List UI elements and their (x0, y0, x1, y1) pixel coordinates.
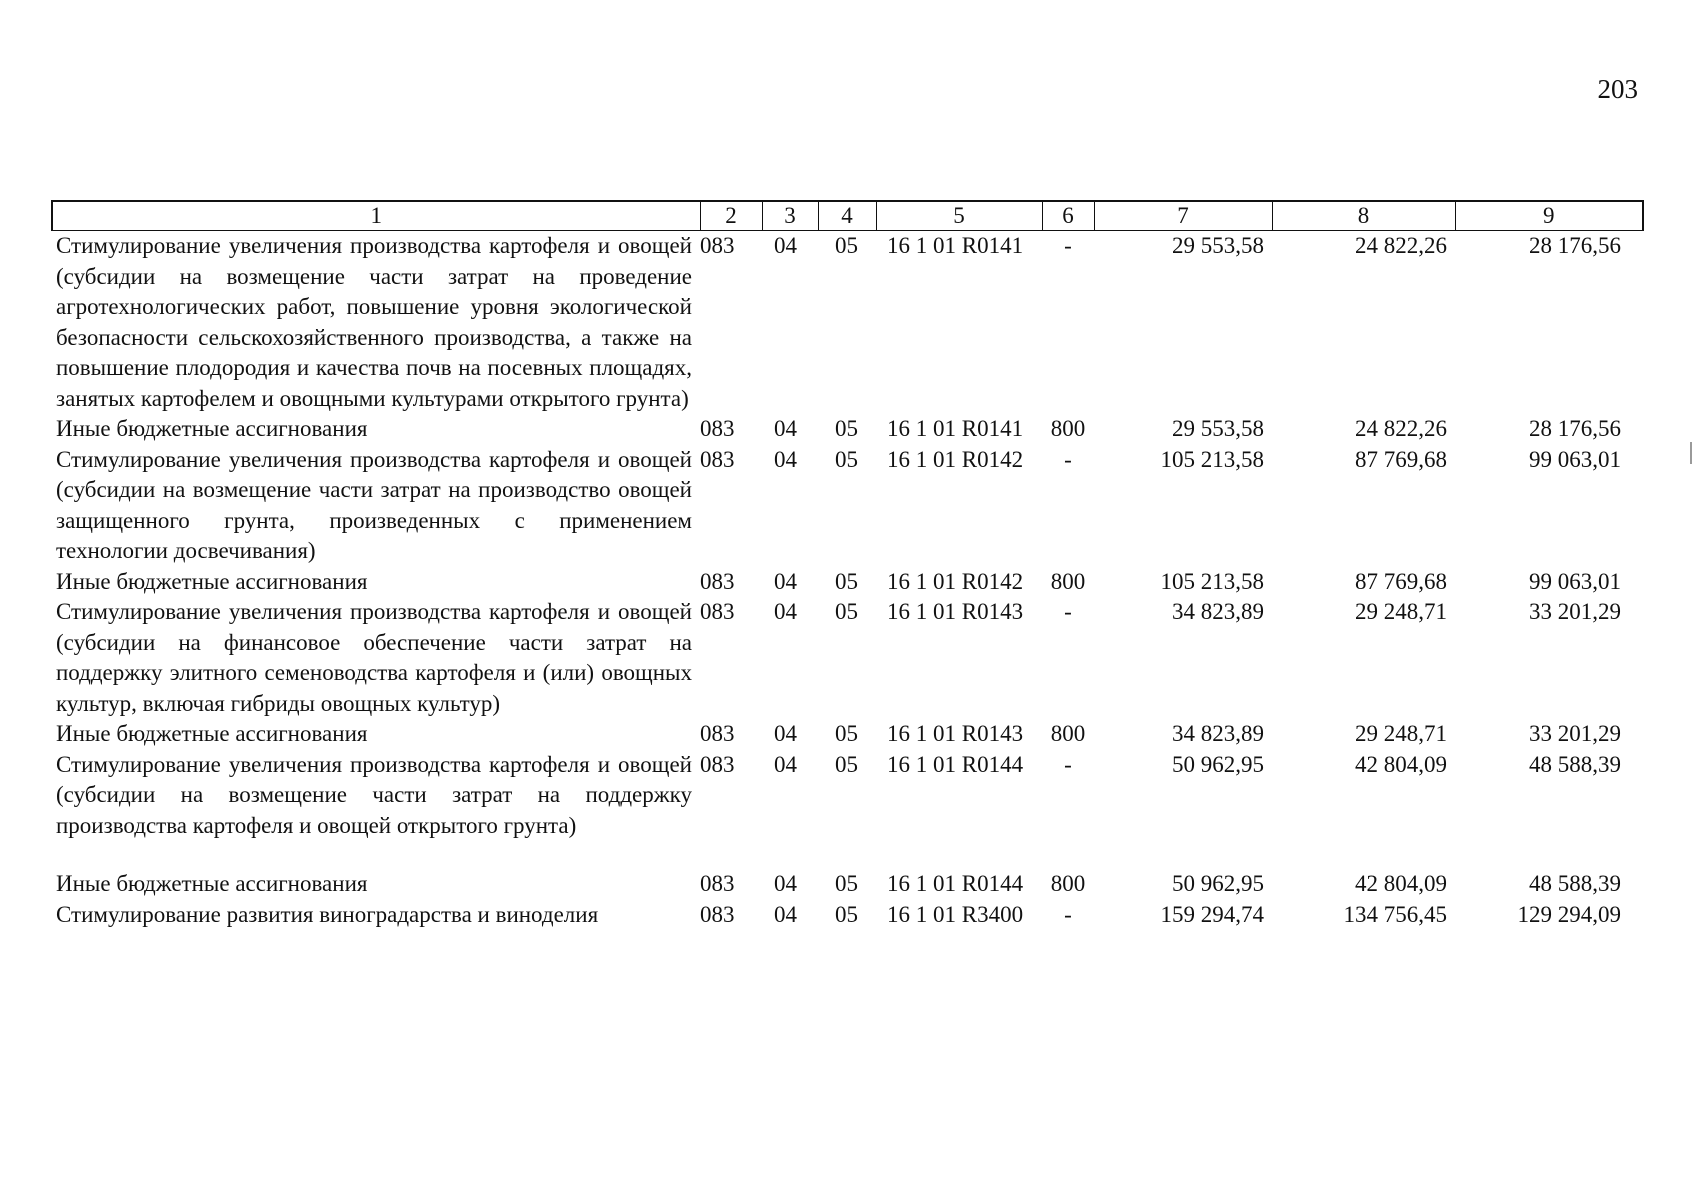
row-amount-col7: 29 553,58 (1172, 416, 1264, 441)
row-ministry-code: 083 (700, 568, 735, 594)
row-amount-col8: 87 769,68 (1355, 446, 1447, 472)
row-amount-col7: 50 962,95 (1172, 871, 1264, 896)
table-row (52, 869, 1643, 900)
table-row (52, 414, 1643, 445)
row-amount-col7: 105 213,58 (1160, 446, 1264, 472)
row-name: Стимулирование увеличения производства картофеля и овощей (субсидии на возмещение части затрат на производство овощей защищенного грунта, произведенных с применением технологии досвечивания) (56, 446, 692, 563)
budget-table (51, 200, 1644, 930)
row-section-code: 04 (774, 871, 797, 896)
table-row (52, 567, 1643, 598)
row-expense-type: - (1064, 751, 1072, 777)
row-expense-type: 800 (1050, 871, 1086, 896)
page-number: 203 (1597, 74, 1638, 104)
row-amount-col7: 34 823,89 (1172, 599, 1264, 624)
header-col-6: 6 (1042, 201, 1094, 231)
header-row (52, 201, 1643, 231)
row-amount-col9: 99 063,01 (1529, 568, 1621, 594)
row-amount-col8: 42 804,09 (1355, 871, 1447, 896)
row-amount-col8: 134 756,45 (1343, 901, 1447, 927)
row-amount-col7: 50 962,95 (1172, 751, 1264, 777)
row-section-code: 04 (774, 901, 797, 927)
row-subsection-code: 05 (835, 751, 858, 777)
row-ministry-code: 083 (700, 721, 735, 746)
row-ministry-code: 083 (700, 446, 735, 472)
row-expense-type: 800 (1050, 416, 1086, 441)
row-amount-col9: 28 176,56 (1529, 233, 1621, 258)
row-amount-col9: 33 201,29 (1529, 721, 1621, 746)
row-name: Иные бюджетные ассигнования (56, 871, 368, 896)
row-amount-col8: 87 769,68 (1355, 568, 1447, 594)
row-ministry-code: 083 (700, 233, 735, 258)
table-body (52, 231, 1643, 931)
header-col-4: 4 (818, 201, 876, 231)
row-ministry-code: 083 (700, 901, 735, 927)
row-amount-col9: 28 176,56 (1529, 416, 1621, 441)
row-subsection-code: 05 (835, 871, 858, 896)
header-col-9: 9 (1455, 201, 1643, 231)
scan-artifact-mark (1690, 442, 1692, 464)
row-name: Стимулирование развития виноградарства и виноделия (56, 901, 599, 927)
row-section-code: 04 (774, 721, 797, 746)
row-name: Иные бюджетные ассигнования (56, 721, 368, 746)
row-subsection-code: 05 (835, 416, 858, 441)
row-target-code: 16 1 01 R0142 (887, 446, 1024, 472)
row-amount-col9: 33 201,29 (1529, 599, 1621, 624)
table-row (52, 445, 1643, 567)
row-target-code: 16 1 01 R0141 (887, 233, 1024, 258)
row-subsection-code: 05 (835, 568, 858, 594)
table-header (52, 201, 1643, 231)
row-expense-type: - (1064, 599, 1072, 624)
row-amount-col8: 42 804,09 (1355, 751, 1447, 777)
row-name: Иные бюджетные ассигнования (56, 568, 368, 594)
table-row (52, 231, 1643, 415)
header-col-8: 8 (1272, 201, 1455, 231)
row-subsection-code: 05 (835, 599, 858, 624)
row-target-code: 16 1 01 R3400 (887, 901, 1024, 927)
row-subsection-code: 05 (835, 446, 858, 472)
row-name: Иные бюджетные ассигнования (56, 416, 368, 441)
row-target-code: 16 1 01 R0144 (887, 871, 1024, 896)
row-target-code: 16 1 01 R0144 (887, 751, 1024, 777)
row-section-code: 04 (774, 751, 797, 777)
row-amount-col7: 29 553,58 (1172, 233, 1264, 258)
row-section-code: 04 (774, 599, 797, 624)
blank-row (52, 841, 1643, 869)
row-section-code: 04 (774, 416, 797, 441)
row-target-code: 16 1 01 R0142 (887, 568, 1024, 594)
row-amount-col9: 99 063,01 (1529, 446, 1621, 472)
header-col-7: 7 (1094, 201, 1272, 231)
row-expense-type: - (1064, 446, 1072, 472)
row-expense-type: - (1064, 233, 1072, 258)
row-ministry-code: 083 (700, 599, 735, 624)
table-row (52, 719, 1643, 750)
header-col-2: 2 (700, 201, 762, 231)
row-target-code: 16 1 01 R0143 (887, 599, 1024, 624)
header-col-5: 5 (876, 201, 1042, 231)
header-col-1: 1 (52, 201, 700, 231)
header-col-3: 3 (762, 201, 818, 231)
row-amount-col9: 48 588,39 (1529, 871, 1621, 896)
table-row (52, 900, 1643, 931)
row-section-code: 04 (774, 446, 797, 472)
table-row (52, 597, 1643, 719)
row-expense-type: 800 (1050, 568, 1086, 594)
row-name: Стимулирование увеличения производства картофеля и овощей (субсидии на финансовое обеспечение части затрат на поддержку элитного семеноводства картофеля и (или) овощных культур, включая гибриды овощных культур) (56, 599, 692, 716)
row-target-code: 16 1 01 R0143 (887, 721, 1024, 746)
row-ministry-code: 083 (700, 751, 735, 777)
row-expense-type: 800 (1050, 721, 1086, 746)
row-target-code: 16 1 01 R0141 (887, 416, 1024, 441)
row-amount-col8: 29 248,71 (1355, 721, 1447, 746)
row-subsection-code: 05 (835, 233, 858, 258)
row-amount-col8: 24 822,26 (1355, 233, 1447, 258)
row-ministry-code: 083 (700, 871, 735, 896)
row-amount-col7: 105 213,58 (1160, 568, 1264, 594)
row-section-code: 04 (774, 233, 797, 258)
row-amount-col9: 129 294,09 (1517, 901, 1621, 927)
row-amount-col7: 34 823,89 (1172, 721, 1264, 746)
row-amount-col9: 48 588,39 (1529, 751, 1621, 777)
row-name: Стимулирование увеличения производства картофеля и овощей (субсидии на возмещение части затрат на поддержку производства картофеля и овощей открытого грунта) (56, 751, 692, 838)
row-section-code: 04 (774, 568, 797, 594)
row-amount-col7: 159 294,74 (1160, 901, 1264, 927)
row-name: Стимулирование увеличения производства картофеля и овощей (субсидии на возмещение части затрат на проведение агротехнологических работ, повышение уровня экологической безопасности сельскохозяйственного производства, а также на повышение плодородия и качества почв на посевных площадях, занятых картофелем и овощными культурами открытого грунта) (56, 233, 692, 411)
row-amount-col8: 24 822,26 (1355, 416, 1447, 441)
row-amount-col8: 29 248,71 (1355, 599, 1447, 624)
table-row (52, 750, 1643, 842)
row-ministry-code: 083 (700, 416, 735, 441)
row-subsection-code: 05 (835, 721, 858, 746)
row-expense-type: - (1064, 901, 1072, 927)
row-subsection-code: 05 (835, 901, 858, 927)
